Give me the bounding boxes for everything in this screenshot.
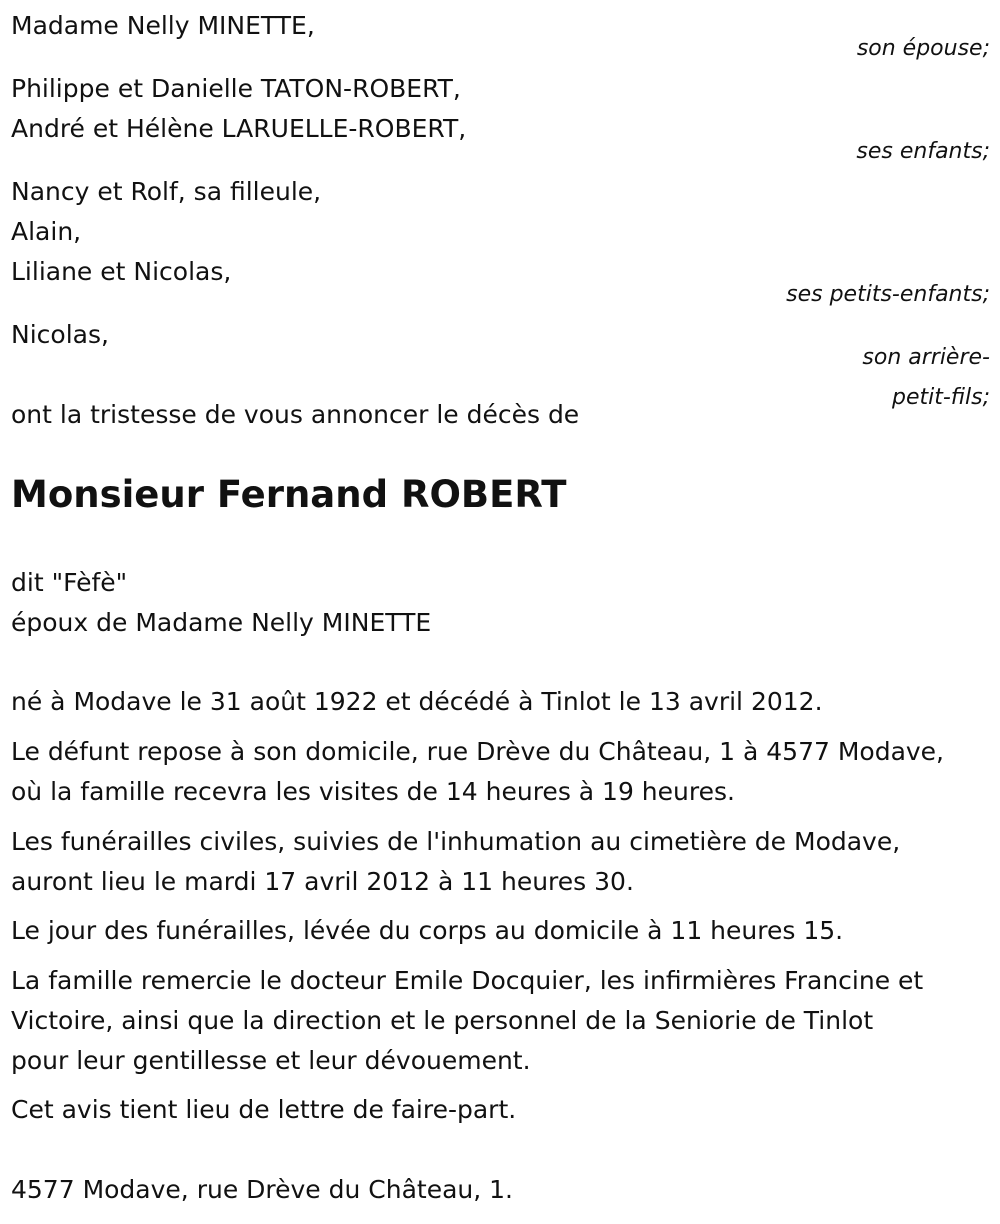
thanks-text: pour leur gentillesse et leur dévouement. [11, 1046, 531, 1075]
great-grandchild-role-1: son arrière- [862, 345, 990, 370]
repose-text: Le défunt repose à son domicile, rue Drève du Château, 1 à 4577 Modave, [11, 737, 945, 766]
funeral-text: auront lieu le mardi 17 avril 2012 à 11 heures 30. [11, 867, 634, 896]
child-name: André et Hélène LARUELLE-ROBERT, [11, 114, 467, 143]
thanks-text: La famille remercie le docteur Emile Docquier, les infirmières Francine et [11, 966, 924, 995]
repose-text: où la famille recevra les visites de 14 heures à 19 heures. [11, 777, 735, 806]
grandchild-name: Alain, [11, 217, 82, 246]
deceased-spouse-line: époux de Madame Nelly MINETTE [11, 608, 432, 637]
levee-text: Le jour des funérailles, lévée du corps au domicile à 11 heures 15. [11, 916, 844, 945]
birth-death-text: né à Modave le 31 août 1922 et décédé à Tinlot le 13 avril 2012. [11, 687, 823, 716]
spouse-role: son épouse; [856, 36, 990, 61]
notice-text: Cet avis tient lieu de lettre de faire-part. [11, 1095, 517, 1124]
grandchildren-role: ses petits-enfants; [786, 282, 990, 307]
grandchild-name: Liliane et Nicolas, [11, 257, 232, 286]
deceased-name: Monsieur Fernand ROBERT [11, 473, 567, 516]
thanks-text: Victoire, ainsi que la direction et le personnel de la Seniorie de Tinlot [11, 1006, 874, 1035]
announcement-text: ont la tristesse de vous annoncer le décès de [11, 400, 580, 429]
great-grandchild-role-2: petit-fils; [891, 385, 990, 410]
children-role: ses enfants; [856, 139, 990, 164]
funeral-text: Les funérailles civiles, suivies de l'inhumation au cimetière de Modave, [11, 827, 901, 856]
address-text: 4577 Modave, rue Drève du Château, 1. [11, 1175, 514, 1204]
child-name: Philippe et Danielle TATON-ROBERT, [11, 74, 461, 103]
spouse-name: Madame Nelly MINETTE, [11, 11, 315, 40]
great-grandchild-name: Nicolas, [11, 320, 109, 349]
grandchild-name: Nancy et Rolf, sa filleule, [11, 177, 322, 206]
deceased-nickname: dit "Fèfè" [11, 568, 128, 597]
